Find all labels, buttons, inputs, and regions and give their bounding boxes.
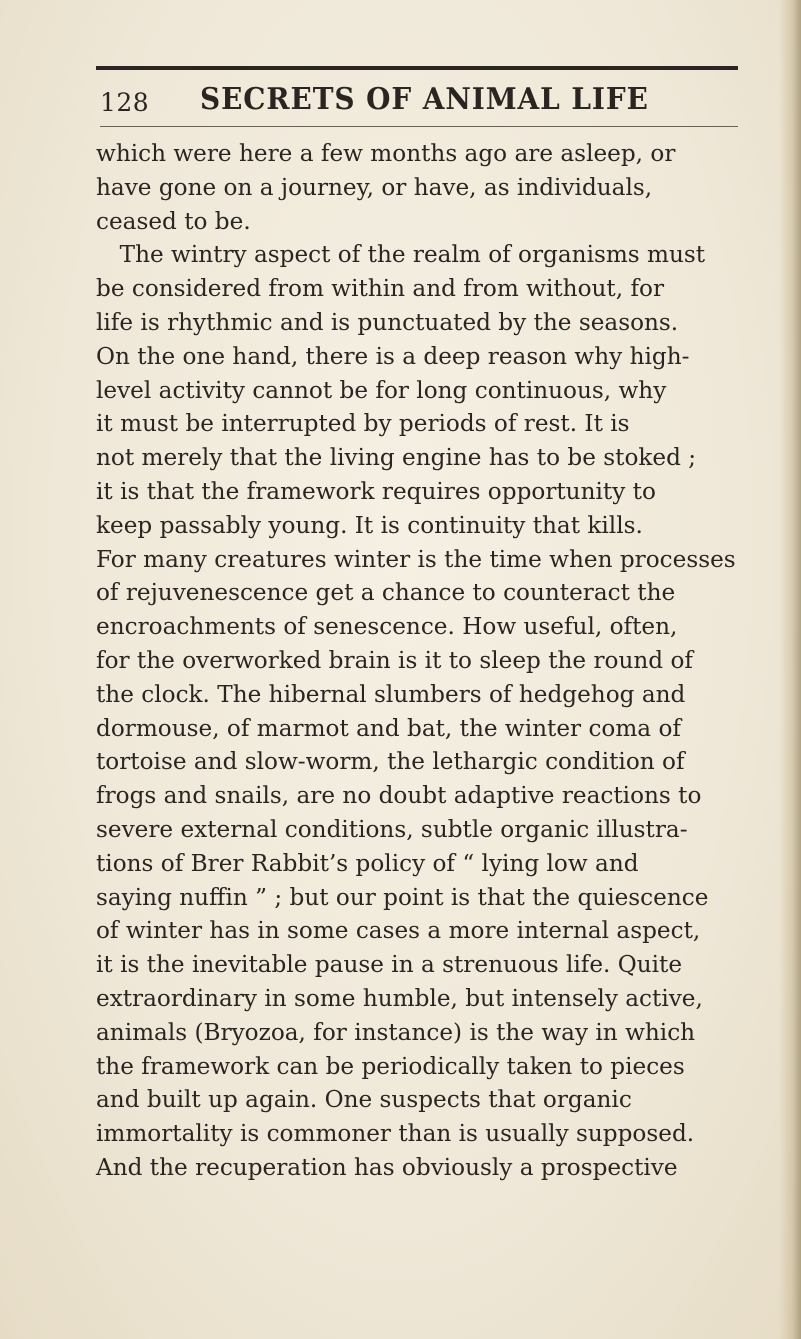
text-line: of rejuvenescence get a chance to counteract the	[96, 578, 676, 607]
text-line: tortoise and slow-worm, the lethargic condition of	[96, 747, 685, 776]
text-line: which were here a few months ago are asleep, or	[96, 139, 676, 167]
text-line: extraordinary in some humble, but intensely active,	[96, 983, 703, 1012]
text-line: severe external conditions, subtle organic illustra-	[96, 814, 688, 843]
text-line: it must be interrupted by periods of rest. It is	[96, 409, 630, 438]
body-text	[96, 137, 756, 1185]
text-line: it is that the framework requires opportunity to	[96, 476, 656, 505]
text-line: For many creatures winter is the time when processes	[96, 544, 736, 573]
text-line: the clock. The hibernal slumbers of hedgehog and	[96, 679, 686, 708]
page-edge-shadow	[779, 0, 801, 1339]
page-header	[100, 80, 740, 120]
running-head: SECRETS OF ANIMAL LIFE	[200, 82, 649, 117]
header-rule-top	[96, 66, 738, 70]
text-line: the framework can be periodically taken to pieces	[96, 1051, 685, 1080]
text-line: The wintry aspect of the realm of organisms must	[119, 240, 706, 269]
text-line: it is the inevitable pause in a strenuous life. Quite	[96, 950, 683, 979]
text-line: ceased to be.	[96, 206, 251, 235]
text-line: keep passably young. It is continuity that kills.	[96, 510, 643, 539]
text-line: and built up again. One suspects that organic	[96, 1085, 632, 1114]
text-line: animals (Bryozoa, for instance) is the way in which	[96, 1017, 696, 1046]
text-line: have gone on a journey, or have, as individuals,	[96, 172, 653, 201]
text-line: for the overworked brain is it to sleep the round of	[96, 645, 693, 674]
text-line: frogs and snails, are no doubt adaptive reactions to	[96, 781, 702, 810]
text-line: saying nuffin ” ; but our point is that the quiescence	[96, 882, 709, 911]
text-line: of winter has in some cases a more internal aspect,	[96, 916, 701, 945]
text-line: dormouse, of marmot and bat, the winter coma of	[96, 713, 681, 742]
text-line: not merely that the living engine has to be stoked ;	[96, 443, 697, 472]
text-line: life is rhythmic and is punctuated by the seasons.	[96, 307, 679, 336]
text-line: And the recuperation has obviously a prospective	[96, 1152, 678, 1181]
page-number: 128	[100, 88, 150, 117]
text-line: encroachments of senescence. How useful, often,	[96, 612, 678, 641]
text-line: On the one hand, there is a deep reason why high-	[96, 341, 690, 370]
text-line: tions of Brer Rabbit’s policy of “ lying low and	[96, 848, 639, 877]
text-line: immortality is commoner than is usually supposed.	[96, 1119, 695, 1148]
text-line: level activity cannot be for long continuous, why	[96, 375, 667, 404]
text-line: be considered from within and from without, for	[96, 274, 665, 303]
header-rule-bottom	[100, 126, 738, 127]
